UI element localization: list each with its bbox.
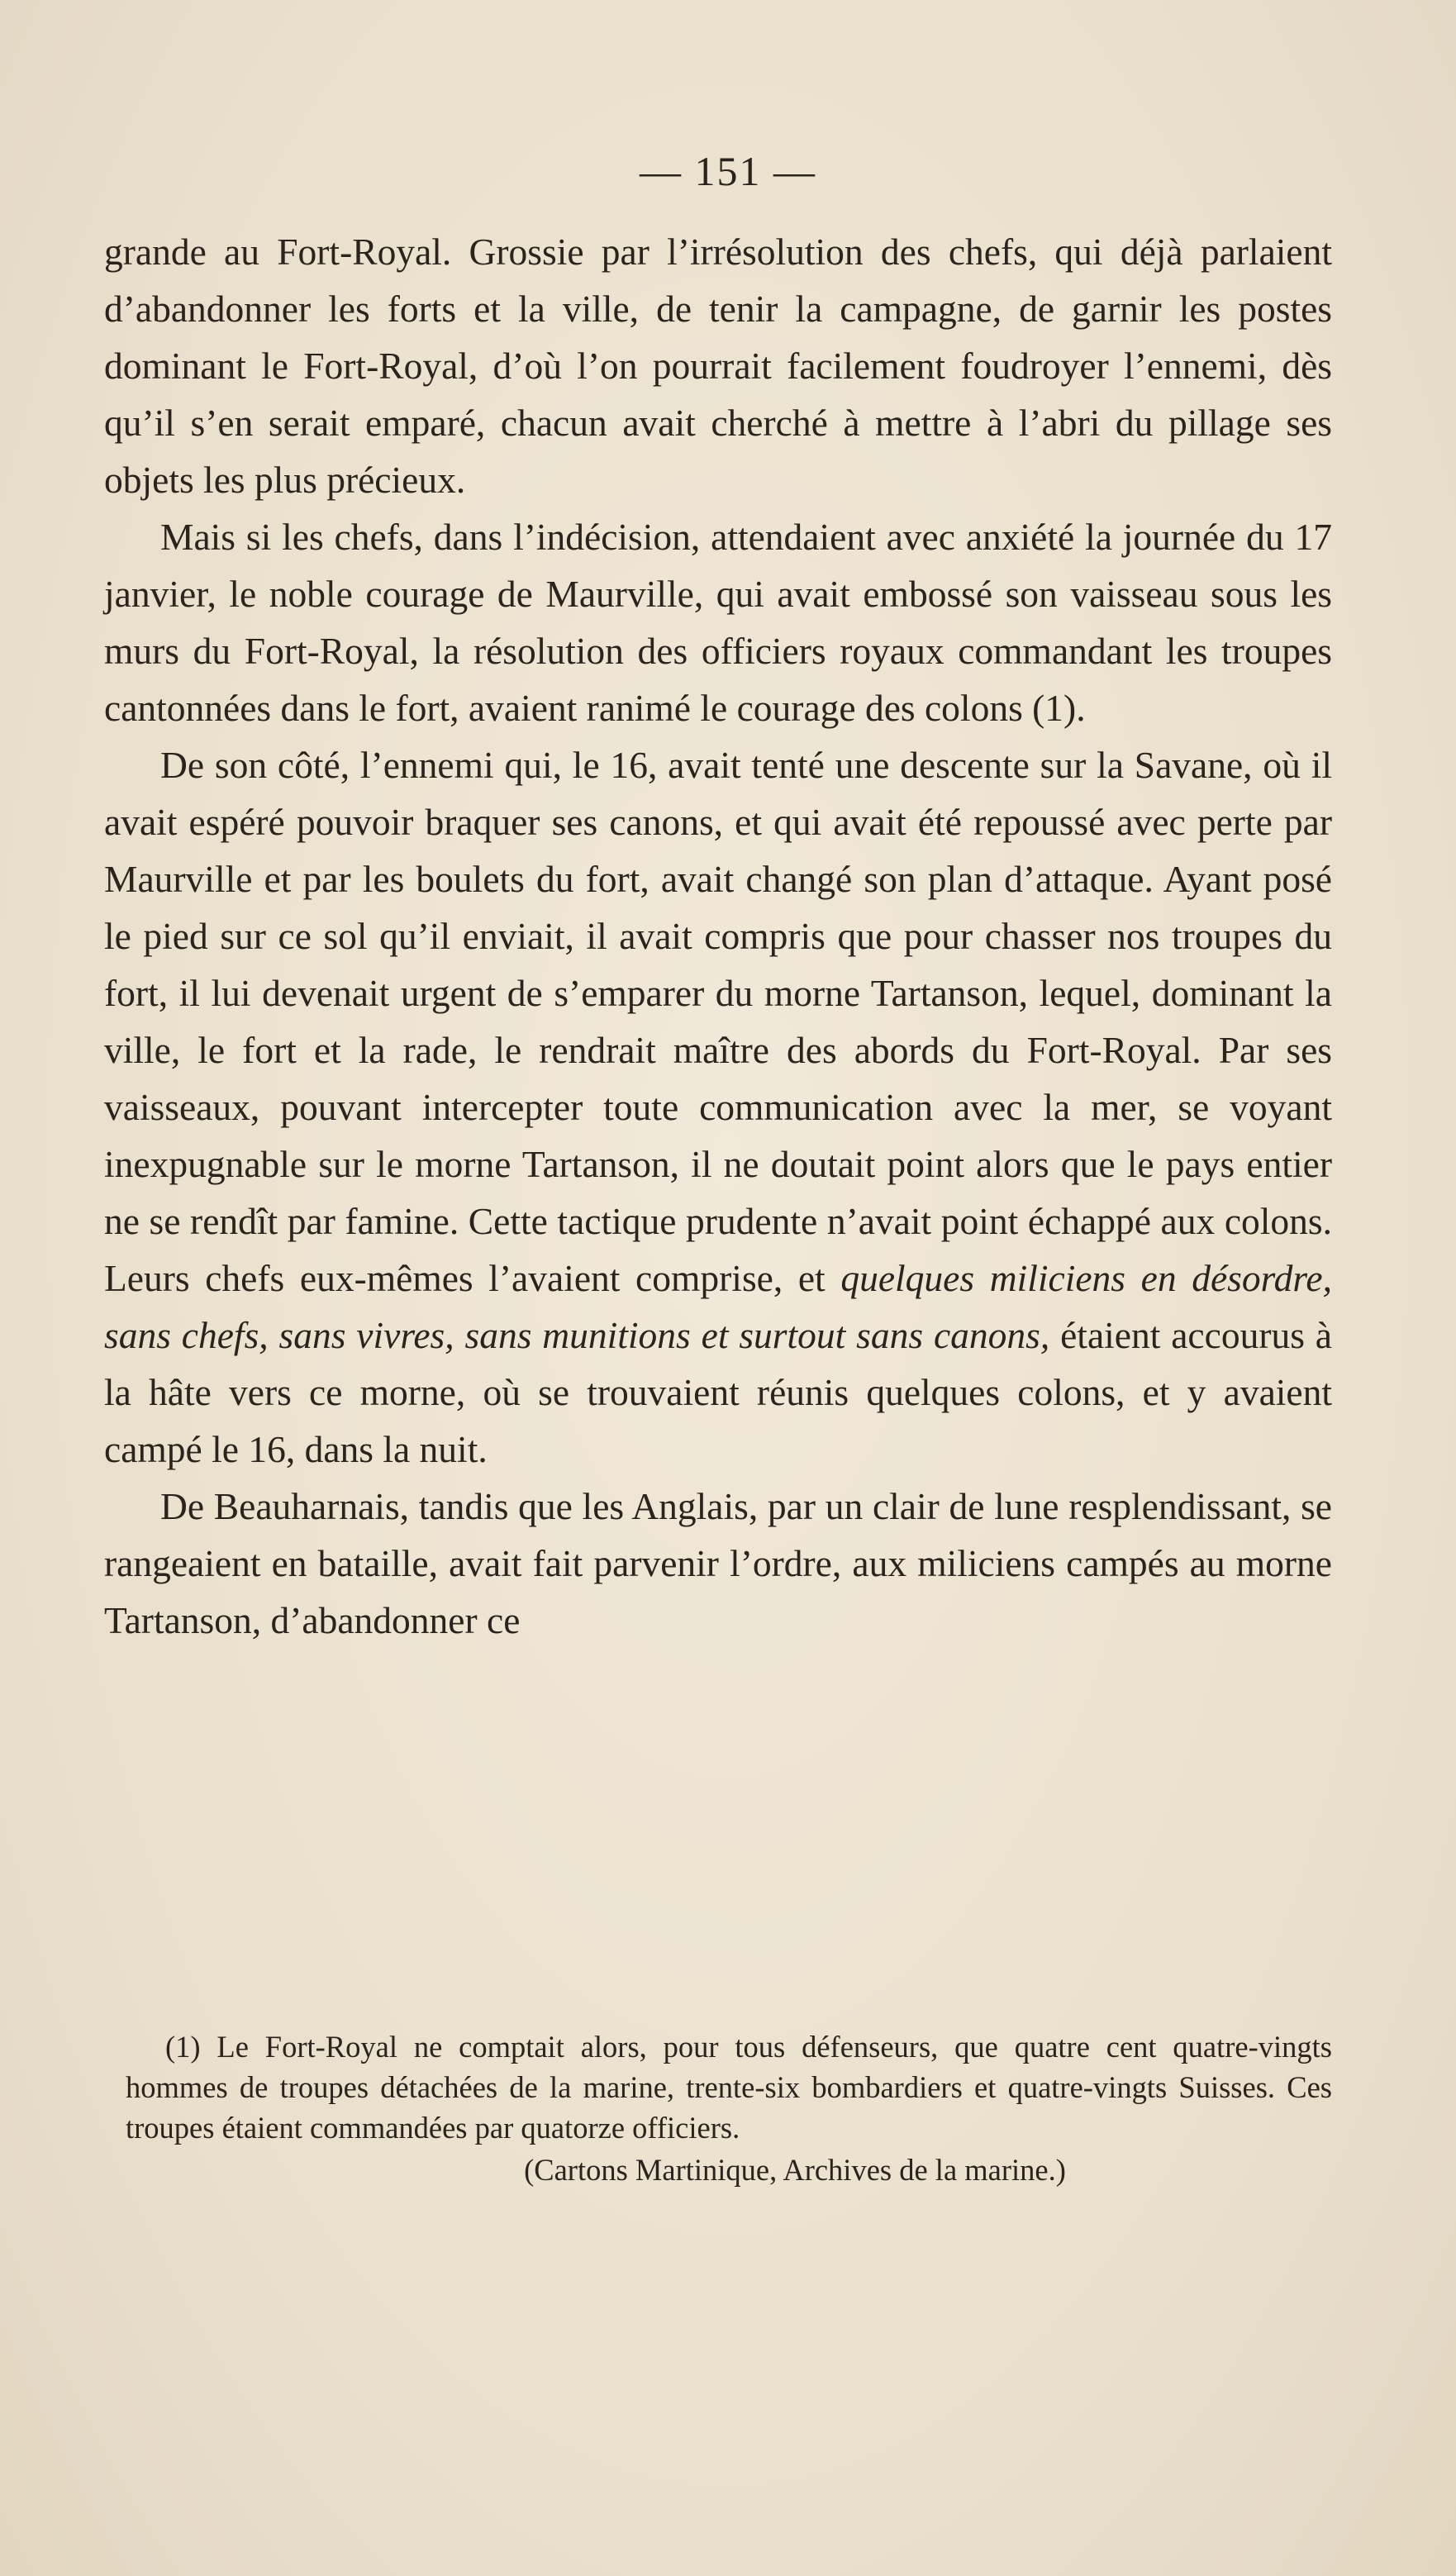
paragraph	[104, 223, 1332, 508]
paragraph-text: De son côté, l’ennemi qui, le 16, avait tenté une descente sur la Savane, où il avait espéré pouvoir braquer ses canons, et qui avait été repoussé avec perte par Maurville et par les boulets du fort, avait changé son plan d’attaque. Ayant posé le pied sur ce sol qu’il enviait, il avait compris que pour chasser nos troupes du fort, il lui devenait urgent de s’emparer du morne Tartanson, lequel, dominant la ville, le fort et la rade, le rendrait maître des abords du Fort-Royal. Par ses vaisseaux, pouvant intercepter toute communication avec la mer, se voyant inexpugnable sur le morne Tartanson, il ne doutait point alors que le pays entier ne se rendît par famine. Cette tactique prudente n’avait point échappé aux colons. Leurs chefs eux-mêmes l’avaient comprise, et	[104, 744, 1332, 1299]
page-number: — 151 —	[640, 148, 816, 194]
paragraph-text: Mais si les chefs, dans l’indécision, attendaient avec anxiété la journée du 17 janvier, le noble courage de Maurville, qui avait embossé son vaisseau sous les murs du Fort-Royal, la résolution des officiers royaux commandant les troupes cantonnées dans le fort, avaient ranimé le courage des colons (1).	[104, 516, 1332, 729]
footnote-text: (1) Le Fort-Royal ne comptait alors, pour tous défenseurs, que quatre cent quatre-vingts hommes de troupes détachées de la marine, trente-six bombardiers et quatre-vingts Suisses. Ces troupes étaient commandées par quatorze officiers.	[126, 2030, 1332, 2145]
footnote-source: (Cartons Martinique, Archives de la marine.)	[524, 2153, 1066, 2187]
paragraph-text: étaient accourus à la hâte vers ce morne, où se trouvaient réunis quelques colons, et y avaient campé le 16, dans la nuit.	[104, 1314, 1332, 1470]
paragraph-text: De Beauharnais, tandis que les Anglais, par un clair de lune resplendissant, se rangeaient en bataille, avait fait parvenir l’ordre, aux miliciens campés au morne Tartanson, d’abandonner ce	[104, 1485, 1332, 1641]
italic-text: quelques miliciens en désordre, sans chefs, sans vivres, sans munitions et surtout sans canons,	[104, 1257, 1332, 1356]
paragraph	[104, 736, 1332, 1478]
paragraph	[104, 1478, 1332, 1649]
paragraph-text: grande au Fort-Royal. Grossie par l’irrésolution des chefs, qui déjà parlaient d’abandonner les forts et la ville, de tenir la campagne, de garnir les postes dominant le Fort-Royal, d’où l’on pourrait facilement foudroyer l’ennemi, dès qu’il s’en serait emparé, chacun avait cherché à mettre à l’abri du pillage ses objets les plus précieux.	[104, 231, 1332, 501]
main-text	[104, 223, 1332, 1649]
footnote	[126, 2026, 1332, 2190]
paragraph	[104, 508, 1332, 736]
